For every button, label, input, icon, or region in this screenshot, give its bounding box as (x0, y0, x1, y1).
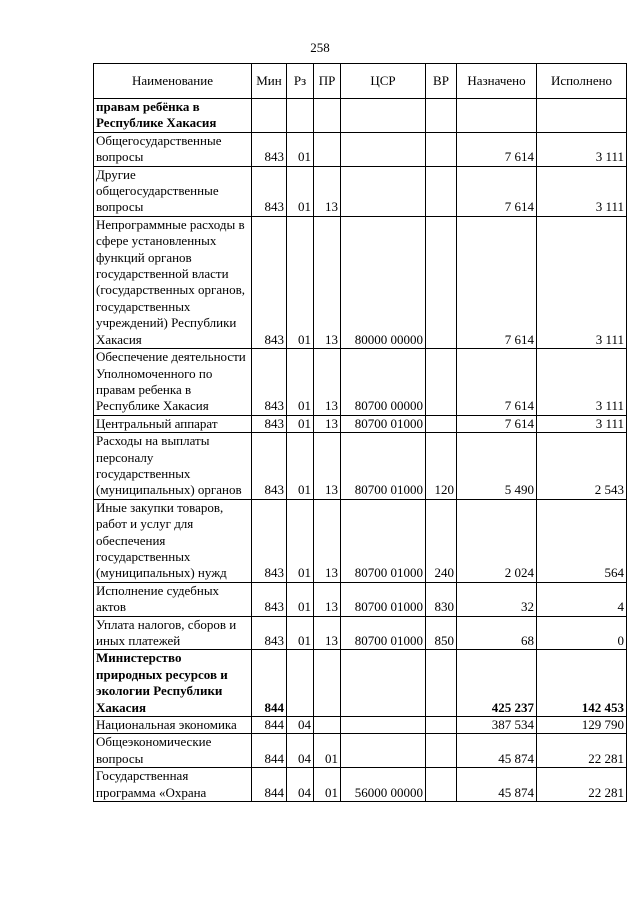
cell-pr: 01 (314, 734, 341, 768)
cell-executed: 142 453 (537, 650, 627, 717)
cell-assigned: 425 237 (457, 650, 537, 717)
cell-pr (314, 132, 341, 166)
header-executed: Исполнено (537, 64, 627, 99)
header-assigned: Назначено (457, 64, 537, 99)
cell-csr (341, 717, 426, 734)
cell-csr: 80700 00000 (341, 349, 426, 416)
cell-pr: 13 (314, 433, 341, 500)
cell-vr: 850 (426, 616, 457, 650)
table-row (94, 99, 627, 133)
header-name: Наименование (94, 64, 252, 99)
cell-executed: 3 111 (537, 166, 627, 216)
cell-executed: 22 281 (537, 734, 627, 768)
cell-min: 843 (252, 616, 287, 650)
cell-pr: 13 (314, 349, 341, 416)
cell-min: 843 (252, 499, 287, 582)
cell-assigned: 7 614 (457, 166, 537, 216)
cell-pr (314, 99, 341, 133)
cell-min: 844 (252, 768, 287, 802)
table-row (94, 415, 627, 432)
cell-min: 843 (252, 582, 287, 616)
cell-csr (341, 99, 426, 133)
cell-vr (426, 734, 457, 768)
cell-name: Центральный аппарат (94, 415, 252, 432)
cell-csr: 80700 01000 (341, 499, 426, 582)
cell-name: Обеспечение деятельности Уполномоченного по правам ребенка в Республике Хакасия (94, 349, 252, 416)
cell-rz: 01 (287, 582, 314, 616)
cell-executed: 564 (537, 499, 627, 582)
cell-rz: 01 (287, 616, 314, 650)
table-row (94, 734, 627, 768)
cell-assigned: 7 614 (457, 216, 537, 348)
cell-min (252, 99, 287, 133)
cell-min: 843 (252, 415, 287, 432)
table-row (94, 717, 627, 734)
cell-executed: 129 790 (537, 717, 627, 734)
cell-name: Общеэкономические вопросы (94, 734, 252, 768)
cell-vr (426, 717, 457, 734)
cell-pr (314, 650, 341, 717)
cell-min: 844 (252, 650, 287, 717)
cell-assigned: 387 534 (457, 717, 537, 734)
cell-rz: 01 (287, 415, 314, 432)
header-rz: Рз (287, 64, 314, 99)
cell-executed: 2 543 (537, 433, 627, 500)
table-body (94, 99, 627, 802)
cell-pr: 13 (314, 166, 341, 216)
page-number: 258 (310, 40, 330, 55)
cell-assigned: 45 874 (457, 768, 537, 802)
cell-min: 843 (252, 433, 287, 500)
cell-pr: 13 (314, 582, 341, 616)
cell-csr: 80700 01000 (341, 582, 426, 616)
cell-min: 843 (252, 349, 287, 416)
cell-vr: 240 (426, 499, 457, 582)
cell-assigned: 45 874 (457, 734, 537, 768)
cell-csr: 80700 01000 (341, 415, 426, 432)
cell-min: 843 (252, 132, 287, 166)
cell-rz: 01 (287, 499, 314, 582)
table-row (94, 768, 627, 802)
cell-name: Уплата налогов, сборов и иных платежей (94, 616, 252, 650)
cell-executed: 3 111 (537, 349, 627, 416)
cell-name: Непрограммные расходы в сфере установленных функций органов государственной власти (государственных органов, государственных учреждений) Республики Хакасия (94, 216, 252, 348)
cell-vr (426, 166, 457, 216)
cell-pr: 13 (314, 499, 341, 582)
header-min: Мин (252, 64, 287, 99)
cell-rz: 01 (287, 132, 314, 166)
cell-name: Другие общегосударственные вопросы (94, 166, 252, 216)
cell-name: Национальная экономика (94, 717, 252, 734)
table-row (94, 499, 627, 582)
cell-vr (426, 216, 457, 348)
cell-csr: 80000 00000 (341, 216, 426, 348)
cell-rz: 01 (287, 433, 314, 500)
table-header-row (94, 64, 627, 99)
table-row (94, 216, 627, 348)
cell-csr (341, 132, 426, 166)
header-pr: ПР (314, 64, 341, 99)
cell-assigned: 2 024 (457, 499, 537, 582)
cell-vr (426, 349, 457, 416)
cell-name: Министерство природных ресурсов и экологии Республики Хакасия (94, 650, 252, 717)
cell-min: 843 (252, 216, 287, 348)
cell-name: Исполнение судебных актов (94, 582, 252, 616)
cell-vr (426, 99, 457, 133)
cell-executed: 3 111 (537, 216, 627, 348)
cell-name: Государственная программа «Охрана (94, 768, 252, 802)
cell-executed: 0 (537, 616, 627, 650)
table-row (94, 616, 627, 650)
cell-rz: 04 (287, 768, 314, 802)
cell-executed: 22 281 (537, 768, 627, 802)
cell-vr (426, 768, 457, 802)
cell-rz: 01 (287, 166, 314, 216)
cell-csr (341, 650, 426, 717)
cell-rz: 04 (287, 734, 314, 768)
table-row (94, 132, 627, 166)
cell-csr (341, 734, 426, 768)
table-row (94, 582, 627, 616)
cell-rz: 01 (287, 349, 314, 416)
header-csr: ЦСР (341, 64, 426, 99)
cell-executed: 3 111 (537, 132, 627, 166)
cell-name: Иные закупки товаров, работ и услуг для обеспечения государственных (муниципальных) нужд (94, 499, 252, 582)
cell-pr: 13 (314, 616, 341, 650)
cell-vr: 120 (426, 433, 457, 500)
cell-rz: 04 (287, 717, 314, 734)
cell-csr: 80700 01000 (341, 433, 426, 500)
cell-pr: 01 (314, 768, 341, 802)
cell-vr (426, 132, 457, 166)
cell-pr: 13 (314, 415, 341, 432)
cell-assigned: 5 490 (457, 433, 537, 500)
cell-csr (341, 166, 426, 216)
table-row (94, 650, 627, 717)
cell-assigned: 68 (457, 616, 537, 650)
cell-assigned: 7 614 (457, 349, 537, 416)
cell-min: 843 (252, 166, 287, 216)
cell-name: Общегосударственные вопросы (94, 132, 252, 166)
cell-name: Расходы на выплаты персоналу государственных (муниципальных) органов (94, 433, 252, 500)
cell-pr: 13 (314, 216, 341, 348)
cell-rz: 01 (287, 216, 314, 348)
cell-csr: 80700 01000 (341, 616, 426, 650)
cell-assigned: 7 614 (457, 132, 537, 166)
cell-vr (426, 650, 457, 717)
table-row (94, 433, 627, 500)
cell-pr (314, 717, 341, 734)
header-vr: ВР (426, 64, 457, 99)
cell-executed: 3 111 (537, 415, 627, 432)
table-row (94, 166, 627, 216)
cell-executed: 4 (537, 582, 627, 616)
cell-vr: 830 (426, 582, 457, 616)
cell-name: правам ребёнка в Республике Хакасия (94, 99, 252, 133)
cell-vr (426, 415, 457, 432)
cell-executed (537, 99, 627, 133)
cell-rz (287, 650, 314, 717)
cell-min: 844 (252, 717, 287, 734)
cell-csr: 56000 00000 (341, 768, 426, 802)
cell-assigned: 7 614 (457, 415, 537, 432)
cell-min: 844 (252, 734, 287, 768)
budget-table (93, 63, 627, 802)
table-row (94, 349, 627, 416)
cell-assigned: 32 (457, 582, 537, 616)
cell-rz (287, 99, 314, 133)
cell-assigned (457, 99, 537, 133)
